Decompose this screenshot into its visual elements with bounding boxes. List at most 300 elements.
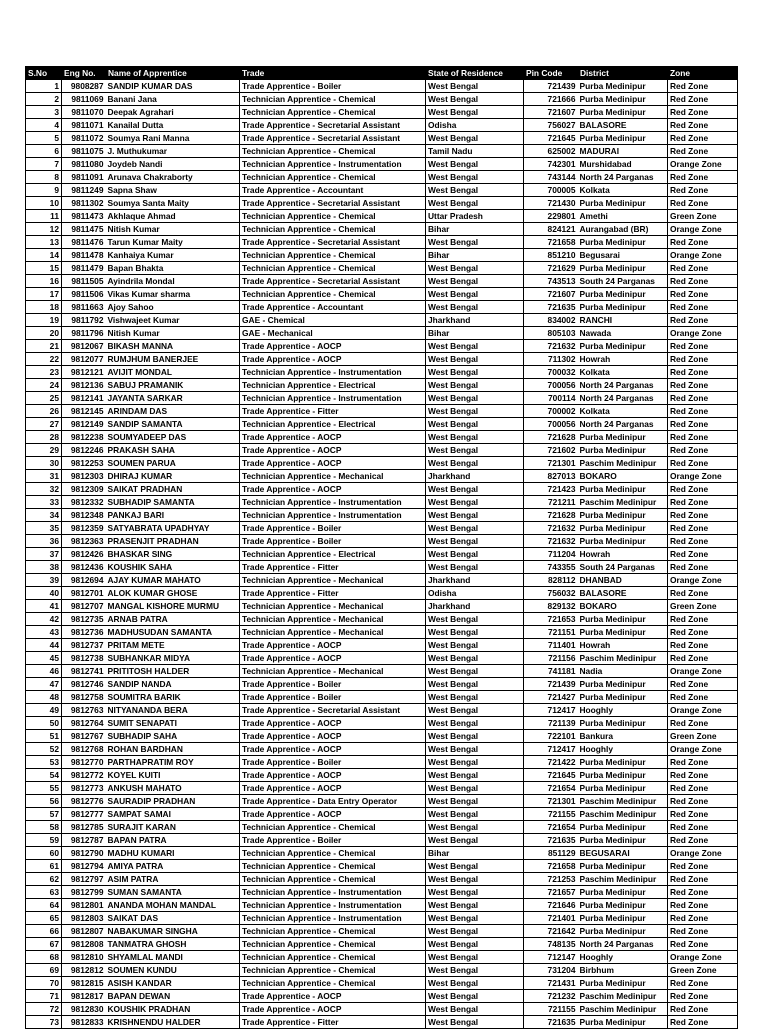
cell-sno: 71 [26, 990, 62, 1003]
cell-pin-code: 721211 [524, 496, 578, 509]
cell-eng-no: 9812776 [62, 795, 106, 808]
cell-state: Jharkhand [426, 600, 524, 613]
cell-eng-no: 9811479 [62, 262, 106, 275]
cell-trade: Trade Apprentice - Fitter [240, 405, 426, 418]
cell-pin-code: 229801 [524, 210, 578, 223]
cell-eng-no: 9812794 [62, 860, 106, 873]
cell-eng-no: 9812758 [62, 691, 106, 704]
cell-trade: Technician Apprentice - Instrumentation [240, 886, 426, 899]
cell-name: Soumya Rani Manna [106, 132, 240, 145]
cell-eng-no: 9812363 [62, 535, 106, 548]
cell-state: West Bengal [426, 405, 524, 418]
cell-trade: Technician Apprentice - Mechanical [240, 665, 426, 678]
cell-zone: Red Zone [668, 314, 738, 327]
cell-zone: Orange Zone [668, 470, 738, 483]
table-row [26, 275, 738, 288]
cell-pin-code: 721156 [524, 652, 578, 665]
cell-eng-no: 9812803 [62, 912, 106, 925]
table-row [26, 223, 738, 236]
cell-zone: Red Zone [668, 288, 738, 301]
cell-zone: Red Zone [668, 353, 738, 366]
cell-trade: Technician Apprentice - Chemical [240, 964, 426, 977]
cell-trade: Technician Apprentice - Chemical [240, 925, 426, 938]
cell-eng-no: 9811792 [62, 314, 106, 327]
cell-trade: Technician Apprentice - Electrical [240, 418, 426, 431]
cell-district: Purba Medinipur [578, 106, 668, 119]
cell-trade: Trade Apprentice - AOCP [240, 782, 426, 795]
cell-state: West Bengal [426, 509, 524, 522]
cell-zone: Red Zone [668, 678, 738, 691]
cell-district: North 24 Parganas [578, 938, 668, 951]
cell-name: SOUMITRA BARIK [106, 691, 240, 704]
table-row [26, 210, 738, 223]
cell-name: BAPAN PATRA [106, 834, 240, 847]
cell-state: West Bengal [426, 80, 524, 93]
cell-pin-code: 851210 [524, 249, 578, 262]
cell-sno: 52 [26, 743, 62, 756]
cell-state: West Bengal [426, 717, 524, 730]
cell-name: SHYAMLAL MANDI [106, 951, 240, 964]
cell-sno: 33 [26, 496, 62, 509]
table-row [26, 158, 738, 171]
cell-trade: Trade Apprentice - Secretarial Assistant [240, 132, 426, 145]
cell-name: Sapna Shaw [106, 184, 240, 197]
cell-sno: 22 [26, 353, 62, 366]
cell-name: TANMATRA GHOSH [106, 938, 240, 951]
cell-trade: Trade Apprentice - AOCP [240, 353, 426, 366]
cell-eng-no: 9812694 [62, 574, 106, 587]
cell-name: BIKASH MANNA [106, 340, 240, 353]
cell-state: West Bengal [426, 964, 524, 977]
table-row [26, 665, 738, 678]
table-row [26, 899, 738, 912]
cell-state: West Bengal [426, 236, 524, 249]
cell-name: Arunava Chakraborty [106, 171, 240, 184]
cell-trade: Technician Apprentice - Instrumentation [240, 496, 426, 509]
cell-district: Hooghly [578, 951, 668, 964]
cell-zone: Red Zone [668, 1003, 738, 1016]
cell-district: Purba Medinipur [578, 1016, 668, 1029]
cell-sno: 29 [26, 444, 62, 457]
cell-trade: Trade Apprentice - Boiler [240, 756, 426, 769]
cell-name: Nitish Kumar [106, 223, 240, 236]
cell-sno: 4 [26, 119, 62, 132]
cell-district: Purba Medinipur [578, 912, 668, 925]
cell-district: RANCHI [578, 314, 668, 327]
cell-sno: 25 [26, 392, 62, 405]
cell-eng-no: 9811505 [62, 275, 106, 288]
cell-district: Purba Medinipur [578, 925, 668, 938]
cell-eng-no: 9812807 [62, 925, 106, 938]
cell-pin-code: 721645 [524, 132, 578, 145]
cell-name: JAYANTA SARKAR [106, 392, 240, 405]
cell-state: West Bengal [426, 132, 524, 145]
cell-district: Purba Medinipur [578, 236, 668, 249]
cell-eng-no: 9811478 [62, 249, 106, 262]
cell-state: Jharkhand [426, 470, 524, 483]
cell-zone: Orange Zone [668, 743, 738, 756]
table-row [26, 522, 738, 535]
cell-trade: Technician Apprentice - Instrumentation [240, 912, 426, 925]
cell-name: Deepak Agrahari [106, 106, 240, 119]
cell-name: SAURADIP PRADHAN [106, 795, 240, 808]
table-row [26, 301, 738, 314]
cell-sno: 54 [26, 769, 62, 782]
cell-sno: 21 [26, 340, 62, 353]
cell-zone: Red Zone [668, 236, 738, 249]
cell-eng-no: 9812768 [62, 743, 106, 756]
cell-pin-code: 721645 [524, 769, 578, 782]
table-row [26, 106, 738, 119]
cell-zone: Orange Zone [668, 704, 738, 717]
cell-state: West Bengal [426, 730, 524, 743]
cell-district: Purba Medinipur [578, 860, 668, 873]
cell-pin-code: 721658 [524, 236, 578, 249]
cell-zone: Green Zone [668, 730, 738, 743]
header-pin-code: Pin Code [524, 67, 578, 80]
cell-sno: 2 [26, 93, 62, 106]
cell-trade: Technician Apprentice - Chemical [240, 938, 426, 951]
table-row [26, 886, 738, 899]
cell-name: Kanailal Dutta [106, 119, 240, 132]
cell-name: Vikas Kumar sharma [106, 288, 240, 301]
cell-eng-no: 9812332 [62, 496, 106, 509]
table-row [26, 808, 738, 821]
cell-pin-code: 731204 [524, 964, 578, 977]
cell-eng-no: 9812253 [62, 457, 106, 470]
cell-pin-code: 743144 [524, 171, 578, 184]
cell-district: Purba Medinipur [578, 80, 668, 93]
cell-pin-code: 711302 [524, 353, 578, 366]
cell-eng-no: 9812737 [62, 639, 106, 652]
cell-pin-code: 625002 [524, 145, 578, 158]
cell-district: Purba Medinipur [578, 197, 668, 210]
table-row [26, 288, 738, 301]
cell-eng-no: 9811796 [62, 327, 106, 340]
cell-zone: Red Zone [668, 834, 738, 847]
cell-zone: Red Zone [668, 691, 738, 704]
cell-state: Bihar [426, 847, 524, 860]
cell-pin-code: 721401 [524, 912, 578, 925]
cell-name: ARNAB PATRA [106, 613, 240, 626]
cell-trade: Trade Apprentice - AOCP [240, 1003, 426, 1016]
cell-state: West Bengal [426, 834, 524, 847]
table-row [26, 795, 738, 808]
cell-state: West Bengal [426, 977, 524, 990]
cell-eng-no: 9811070 [62, 106, 106, 119]
cell-zone: Orange Zone [668, 665, 738, 678]
cell-name: Ajoy Sahoo [106, 301, 240, 314]
cell-pin-code: 721657 [524, 886, 578, 899]
cell-state: West Bengal [426, 353, 524, 366]
cell-zone: Red Zone [668, 912, 738, 925]
cell-trade: Trade Apprentice - Accountant [240, 301, 426, 314]
cell-zone: Red Zone [668, 301, 738, 314]
cell-sno: 28 [26, 431, 62, 444]
cell-trade: Technician Apprentice - Mechanical [240, 600, 426, 613]
table-row [26, 912, 738, 925]
cell-state: Bihar [426, 249, 524, 262]
cell-district: Purba Medinipur [578, 977, 668, 990]
cell-zone: Red Zone [668, 990, 738, 1003]
cell-district: Paschim Medinipur [578, 652, 668, 665]
cell-eng-no: 9812309 [62, 483, 106, 496]
cell-state: West Bengal [426, 821, 524, 834]
cell-sno: 34 [26, 509, 62, 522]
cell-pin-code: 743513 [524, 275, 578, 288]
cell-trade: Technician Apprentice - Instrumentation [240, 509, 426, 522]
cell-sno: 26 [26, 405, 62, 418]
cell-name: NITYANANDA BERA [106, 704, 240, 717]
cell-sno: 39 [26, 574, 62, 587]
cell-name: Bapan Bhakta [106, 262, 240, 275]
cell-trade: Trade Apprentice - AOCP [240, 431, 426, 444]
cell-trade: Technician Apprentice - Chemical [240, 847, 426, 860]
cell-state: West Bengal [426, 431, 524, 444]
cell-pin-code: 721139 [524, 717, 578, 730]
cell-district: Birbhum [578, 964, 668, 977]
cell-zone: Red Zone [668, 93, 738, 106]
cell-trade: Trade Apprentice - AOCP [240, 444, 426, 457]
cell-name: PRITAM METE [106, 639, 240, 652]
cell-pin-code: 721232 [524, 990, 578, 1003]
cell-state: West Bengal [426, 925, 524, 938]
cell-state: West Bengal [426, 301, 524, 314]
table-row [26, 132, 738, 145]
header-state: State of Residence [426, 67, 524, 80]
table-row [26, 431, 738, 444]
cell-sno: 61 [26, 860, 62, 873]
table-row [26, 457, 738, 470]
cell-district: Purba Medinipur [578, 93, 668, 106]
cell-sno: 66 [26, 925, 62, 938]
cell-trade: Trade Apprentice - Boiler [240, 522, 426, 535]
cell-trade: Trade Apprentice - AOCP [240, 990, 426, 1003]
cell-pin-code: 721155 [524, 808, 578, 821]
cell-pin-code: 834002 [524, 314, 578, 327]
cell-district: Paschim Medinipur [578, 990, 668, 1003]
cell-eng-no: 9812746 [62, 678, 106, 691]
cell-pin-code: 721423 [524, 483, 578, 496]
table-row [26, 860, 738, 873]
cell-zone: Red Zone [668, 366, 738, 379]
cell-pin-code: 721155 [524, 1003, 578, 1016]
cell-name: KOUSHIK SAHA [106, 561, 240, 574]
cell-zone: Red Zone [668, 392, 738, 405]
cell-trade: Trade Apprentice - Data Entry Operator [240, 795, 426, 808]
cell-zone: Green Zone [668, 210, 738, 223]
table-row [26, 834, 738, 847]
cell-sno: 40 [26, 587, 62, 600]
cell-trade: Trade Apprentice - AOCP [240, 769, 426, 782]
cell-zone: Red Zone [668, 483, 738, 496]
cell-pin-code: 711401 [524, 639, 578, 652]
cell-eng-no: 9811249 [62, 184, 106, 197]
cell-sno: 7 [26, 158, 62, 171]
cell-trade: Technician Apprentice - Electrical [240, 379, 426, 392]
cell-pin-code: 721628 [524, 509, 578, 522]
cell-district: Paschim Medinipur [578, 873, 668, 886]
cell-district: Purba Medinipur [578, 483, 668, 496]
cell-state: West Bengal [426, 184, 524, 197]
cell-pin-code: 721439 [524, 80, 578, 93]
cell-name: RUMJHUM BANERJEE [106, 353, 240, 366]
cell-name: AVIJIT MONDAL [106, 366, 240, 379]
cell-name: MADHUSUDAN SAMANTA [106, 626, 240, 639]
table-row [26, 587, 738, 600]
cell-name: PRAKASH SAHA [106, 444, 240, 457]
cell-district: Purba Medinipur [578, 834, 668, 847]
cell-state: West Bengal [426, 535, 524, 548]
table-row [26, 483, 738, 496]
cell-name: BAPAN DEWAN [106, 990, 240, 1003]
table-row [26, 93, 738, 106]
cell-sno: 67 [26, 938, 62, 951]
cell-sno: 59 [26, 834, 62, 847]
cell-name: SANDIP NANDA [106, 678, 240, 691]
cell-district: Purba Medinipur [578, 262, 668, 275]
cell-zone: Red Zone [668, 613, 738, 626]
cell-zone: Red Zone [668, 262, 738, 275]
cell-district: Paschim Medinipur [578, 808, 668, 821]
cell-eng-no: 9812770 [62, 756, 106, 769]
cell-sno: 64 [26, 899, 62, 912]
cell-trade: Technician Apprentice - Chemical [240, 223, 426, 236]
cell-name: Joydeb Nandi [106, 158, 240, 171]
apprentice-table [25, 66, 738, 1029]
cell-district: BOKARO [578, 470, 668, 483]
cell-pin-code: 721301 [524, 795, 578, 808]
cell-district: South 24 Parganas [578, 561, 668, 574]
cell-pin-code: 742301 [524, 158, 578, 171]
cell-sno: 8 [26, 171, 62, 184]
cell-sno: 5 [26, 132, 62, 145]
cell-eng-no: 9811071 [62, 119, 106, 132]
cell-name: KOUSHIK PRADHAN [106, 1003, 240, 1016]
cell-district: Purba Medinipur [578, 522, 668, 535]
cell-pin-code: 721431 [524, 977, 578, 990]
cell-name: AMIYA PATRA [106, 860, 240, 873]
cell-zone: Red Zone [668, 769, 738, 782]
table-row [26, 600, 738, 613]
cell-trade: Technician Apprentice - Chemical [240, 210, 426, 223]
cell-pin-code: 827013 [524, 470, 578, 483]
cell-state: West Bengal [426, 444, 524, 457]
cell-district: North 24 Parganas [578, 392, 668, 405]
cell-eng-no: 9812149 [62, 418, 106, 431]
cell-trade: Technician Apprentice - Mechanical [240, 470, 426, 483]
cell-name: SUBHADIP SAHA [106, 730, 240, 743]
cell-trade: Technician Apprentice - Chemical [240, 821, 426, 834]
cell-zone: Red Zone [668, 587, 738, 600]
table-row [26, 366, 738, 379]
cell-eng-no: 9811072 [62, 132, 106, 145]
cell-pin-code: 805103 [524, 327, 578, 340]
cell-name: SANDIP KUMAR DAS [106, 80, 240, 93]
table-row [26, 1003, 738, 1016]
cell-eng-no: 9812738 [62, 652, 106, 665]
cell-state: Tamil Nadu [426, 145, 524, 158]
cell-eng-no: 9812790 [62, 847, 106, 860]
cell-eng-no: 9812763 [62, 704, 106, 717]
cell-pin-code: 721646 [524, 899, 578, 912]
cell-state: Bihar [426, 327, 524, 340]
cell-eng-no: 9812785 [62, 821, 106, 834]
cell-district: Howrah [578, 639, 668, 652]
cell-zone: Red Zone [668, 431, 738, 444]
cell-pin-code: 721666 [524, 93, 578, 106]
cell-state: Jharkhand [426, 314, 524, 327]
cell-eng-no: 9812815 [62, 977, 106, 990]
cell-pin-code: 721439 [524, 678, 578, 691]
cell-pin-code: 700056 [524, 418, 578, 431]
table-row [26, 184, 738, 197]
cell-eng-no: 9812736 [62, 626, 106, 639]
cell-state: West Bengal [426, 951, 524, 964]
cell-trade: GAE - Mechanical [240, 327, 426, 340]
cell-zone: Red Zone [668, 821, 738, 834]
cell-trade: Trade Apprentice - AOCP [240, 340, 426, 353]
cell-state: West Bengal [426, 938, 524, 951]
cell-district: North 24 Parganas [578, 418, 668, 431]
cell-eng-no: 9811069 [62, 93, 106, 106]
cell-eng-no: 9812735 [62, 613, 106, 626]
cell-eng-no: 9812348 [62, 509, 106, 522]
cell-state: West Bengal [426, 392, 524, 405]
cell-pin-code: 721151 [524, 626, 578, 639]
table-row [26, 262, 738, 275]
cell-eng-no: 9812436 [62, 561, 106, 574]
cell-state: West Bengal [426, 756, 524, 769]
cell-eng-no: 9812772 [62, 769, 106, 782]
cell-state: West Bengal [426, 548, 524, 561]
cell-name: ASISH KANDAR [106, 977, 240, 990]
table-row [26, 652, 738, 665]
cell-state: West Bengal [426, 1003, 524, 1016]
cell-state: West Bengal [426, 795, 524, 808]
cell-name: Soumya Santa Maity [106, 197, 240, 210]
cell-state: West Bengal [426, 782, 524, 795]
cell-name: Nitish Kumar [106, 327, 240, 340]
cell-name: SUBHADIP SAMANTA [106, 496, 240, 509]
cell-state: West Bengal [426, 262, 524, 275]
cell-zone: Red Zone [668, 405, 738, 418]
cell-sno: 13 [26, 236, 62, 249]
cell-district: Howrah [578, 353, 668, 366]
cell-sno: 1 [26, 80, 62, 93]
cell-pin-code: 721253 [524, 873, 578, 886]
cell-district: Nawada [578, 327, 668, 340]
cell-trade: Trade Apprentice - AOCP [240, 730, 426, 743]
cell-state: West Bengal [426, 639, 524, 652]
cell-name: ARINDAM DAS [106, 405, 240, 418]
cell-pin-code: 824121 [524, 223, 578, 236]
cell-district: North 24 Parganas [578, 171, 668, 184]
cell-zone: Red Zone [668, 184, 738, 197]
header-trade: Trade [240, 67, 426, 80]
table-row [26, 249, 738, 262]
cell-eng-no: 9812808 [62, 938, 106, 951]
cell-zone: Red Zone [668, 379, 738, 392]
cell-zone: Red Zone [668, 886, 738, 899]
cell-name: SUMIT SENAPATI [106, 717, 240, 730]
cell-zone: Orange Zone [668, 158, 738, 171]
cell-pin-code: 712417 [524, 704, 578, 717]
cell-trade: Technician Apprentice - Chemical [240, 93, 426, 106]
header-row [26, 67, 738, 80]
cell-eng-no: 9812817 [62, 990, 106, 1003]
cell-name: SAIKAT PRADHAN [106, 483, 240, 496]
